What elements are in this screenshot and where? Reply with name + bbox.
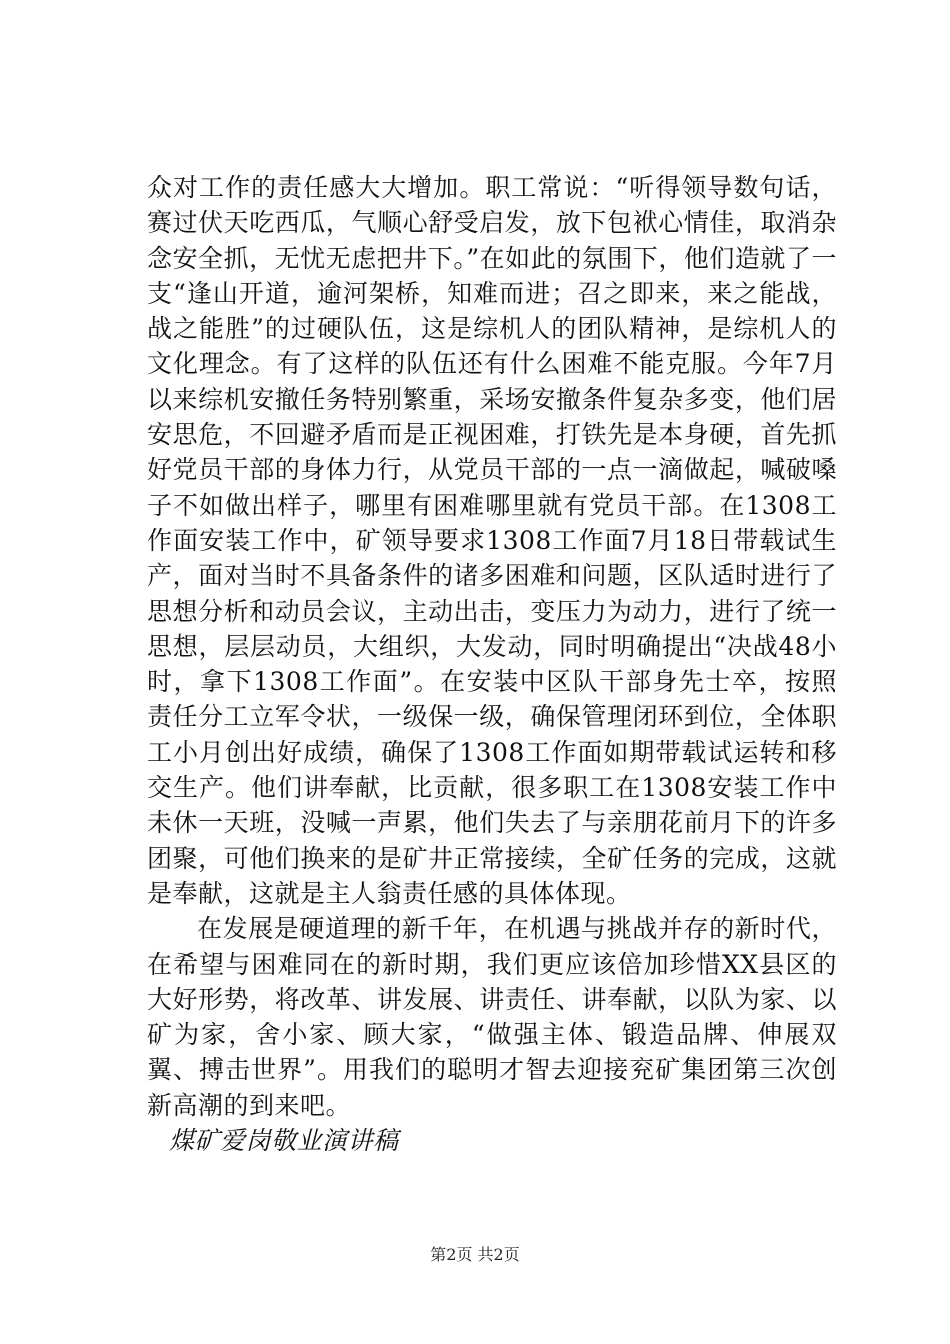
body-paragraph-1: 众对工作的责任感大大增加。职工常说：“听得领导数句话，赛过伏天吃西瓜，气顺心舒受启发，放下包袱心情佳，取消杂念安全抓，无忧无虑把井下。”在如此的氛围下，他们造就了一支“逢山开道，逾河架桥，知难而进；召之即来，来之能战，战之能胜”的过硬队伍，这是综机人的团队精神，是综机人的文化理念。有了这样的队伍还有什么困难不能克服。今年7月以来综机安撤任务特别繁重，采场安撤条件复杂多变，他们居安思危，不回避矛盾而是正视困难，打铁先是本身硬，首先抓好党员干部的身体力行，从党员干部的一点一滴做起，喊破嗓子不如做出样子，哪里有困难哪里就有党员干部。在1308工作面安装工作中，矿领导要求1308工作面7月18日带载试生产，面对当时不具备条件的诸多困难和问题，区队适时进行了思想分析和动员会议，主动出击，变压力为动力，进行了统一思想，层层动员，大组织，大发动，同时明确提出“决战48小时，拿下1308工作面”。在安装中区队干部身先士卒，按照责任分工立军令状，一级保一级，确保管理闭环到位，全体职工小月创出好成绩，确保了1308工作面如期带载试运转和移交生产。他们讲奉献，比贡献，很多职工在1308安装工作中未休一天班，没喊一声累，他们失去了与亲朋花前月下的许多团聚，可他们换来的是矿井正常接续，全矿任务的完成，这就是奉献，这就是主人翁责任感的具体体现。 <box>147 173 837 908</box>
closing-title: 煤矿爱岗敬业演讲稿 <box>169 1126 399 1156</box>
body-paragraph-2: 在发展是硬道理的新千年，在机遇与挑战并存的新时代，在希望与困难同在的新时期，我们更应该倍加珍惜XX县区的大好形势，将改革、讲发展、讲责任、讲奉献，以队为家、以矿为家，舍小家、顾大家，“做强主体、锻造品牌、伸展双翼、搏击世界”。用我们的聪明才智去迎接兖矿集团第三次创新高潮的到来吧。 <box>147 914 837 1120</box>
page-number-footer: 第2页 共2页 <box>430 1245 520 1264</box>
document-body <box>147 170 837 1158</box>
